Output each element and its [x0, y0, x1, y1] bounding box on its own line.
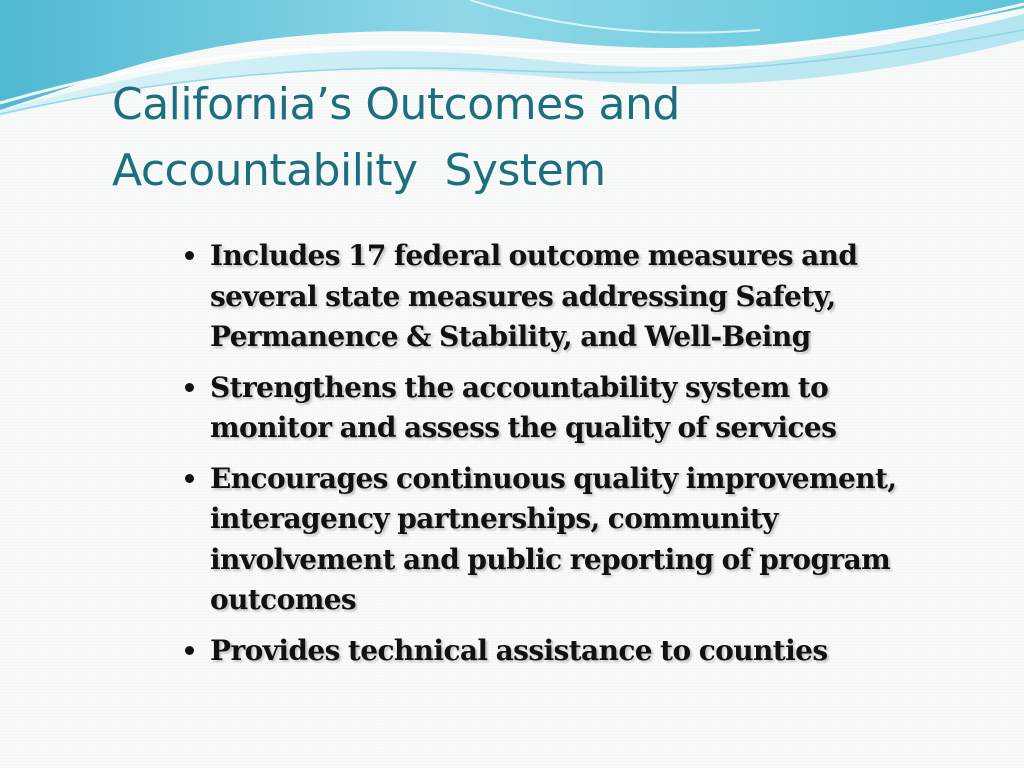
- bullet-text: Encourages continuous quality improvement, interagency partnerships, community involvement and public reporting of program outcomes: [210, 461, 897, 616]
- bullet-item: [182, 459, 902, 621]
- bullet-dot-icon: [185, 646, 194, 655]
- bullet-dot-icon: [185, 251, 194, 260]
- slide-title: [112, 72, 932, 204]
- title-line-1: California’s Outcomes and: [112, 79, 680, 130]
- title-line-2: Accountability System: [112, 145, 606, 196]
- bullet-text: Provides technical assistance to counties: [210, 633, 828, 667]
- bullet-item: [182, 631, 902, 672]
- bullet-dot-icon: [185, 383, 194, 392]
- bullet-item: [182, 368, 902, 449]
- bullet-text: Strengthens the accountability system to monitor and assess the quality of services: [210, 370, 837, 444]
- bullet-item: [182, 236, 902, 358]
- bullet-list: [182, 236, 902, 681]
- bullet-dot-icon: [185, 474, 194, 483]
- bullet-text: Includes 17 federal outcome measures and several state measures addressing Safety, Permanence & Stability, and Well-Being: [210, 239, 858, 353]
